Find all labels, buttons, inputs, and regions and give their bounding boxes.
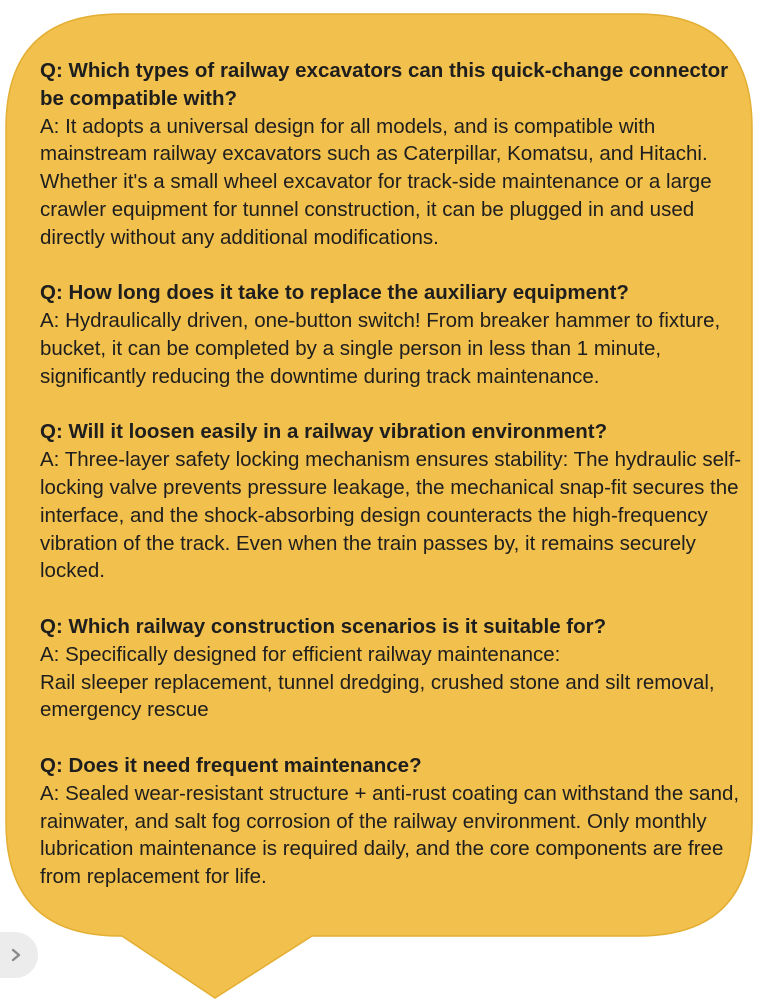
faq-item <box>40 418 746 585</box>
faq-item <box>40 752 746 891</box>
faq-question: Q: Does it need frequent maintenance? <box>40 753 422 777</box>
faq-list <box>40 57 746 919</box>
faq-answer: A: Hydraulically driven, one-button switch! From breaker hammer to fixture, bucket, it can be completed by a single person in less than 1 minute, significantly reducing the downtime during track maintenance. <box>40 309 721 388</box>
faq-question: Q: How long does it take to replace the auxiliary equipment? <box>40 281 629 305</box>
faq-question: Q: Which railway construction scenarios is it suitable for? <box>40 614 607 638</box>
faq-question: Q: Which types of railway excavators can this quick-change connector be compatible with? <box>40 59 729 110</box>
faq-item <box>40 613 746 724</box>
faq-answer: A: Three-layer safety locking mechanism ensures stability: The hydraulic self-locking valve prevents pressure leakage, the mechanical snap-fit secures the interface, and the shock-absorbing design counteracts the high-frequency vibration of the track. Even when the train passes by, it remains securely locked. <box>40 448 742 583</box>
faq-item <box>40 279 746 390</box>
faq-answer-continued: Rail sleeper replacement, tunnel dredging, crushed stone and silt removal, emergency rescue <box>40 670 715 722</box>
chevron-right-icon <box>10 948 22 962</box>
faq-answer: A: It adopts a universal design for all models, and is compatible with mainstream railway excavators such as Caterpillar, Komatsu, and Hitachi. Whether it's a small wheel excavator for track-side maintenance or a large crawler equipment for tunnel construction, it can be plugged in and used directly without any additional modifications. <box>40 114 712 249</box>
faq-item <box>40 57 746 252</box>
faq-answer: A: Sealed wear-resistant structure + anti-rust coating can withstand the sand, rainwater, and salt fog corrosion of the railway environment. Only monthly lubrication maintenance is required daily, and the core components are free from replacement for life. <box>40 781 740 889</box>
faq-answer: A: Specifically designed for efficient railway maintenance: <box>40 642 561 666</box>
faq-question: Q: Will it loosen easily in a railway vibration environment? <box>40 420 608 444</box>
